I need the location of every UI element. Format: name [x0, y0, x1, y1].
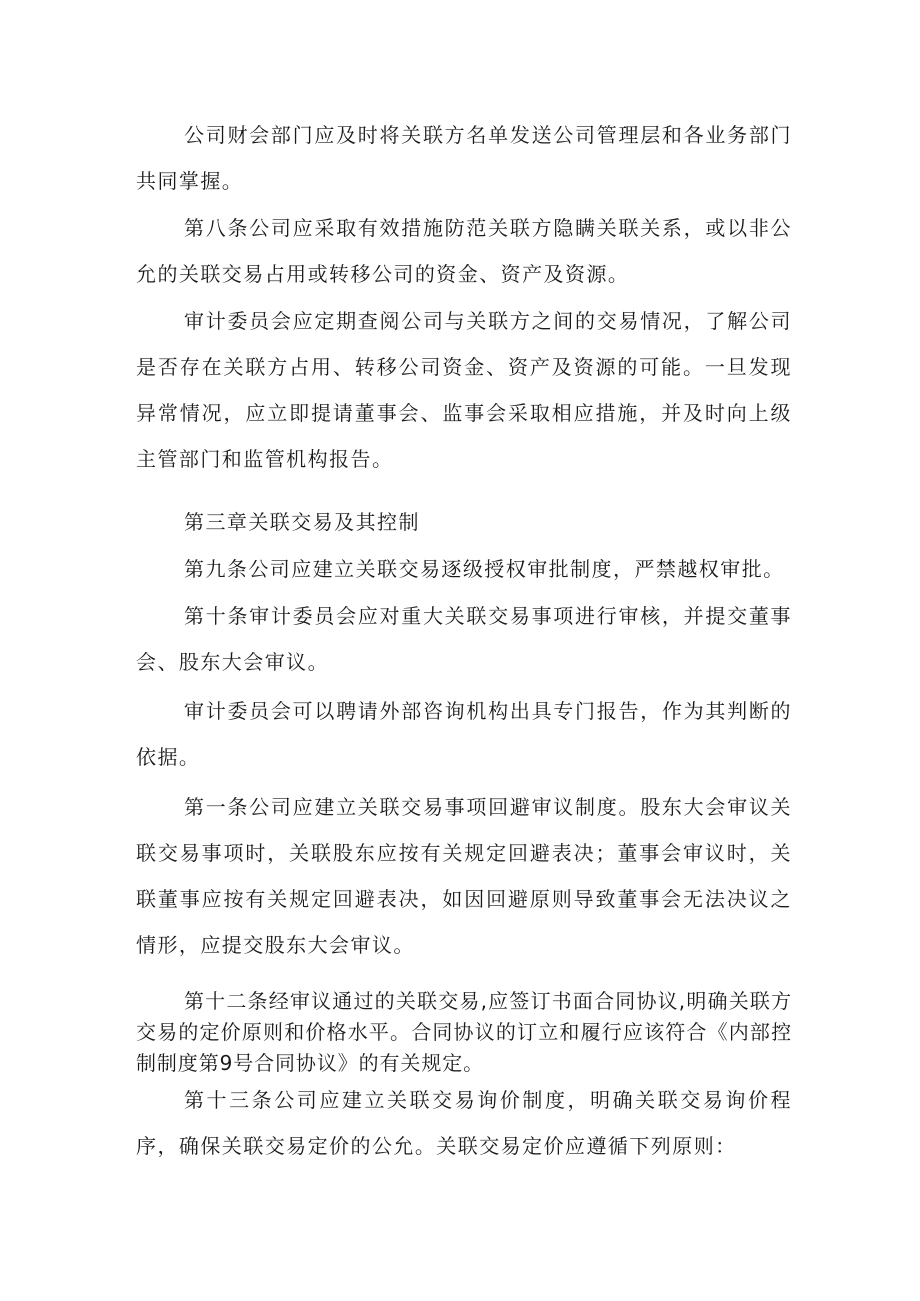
- paragraph-article-13: 第十三条公司应建立关联交易询价制度，明确关联交易询价程序，确保关联交易定价的公允。关联交易定价应遵循下列原则：: [136, 1088, 792, 1158]
- paragraph-external-consultant: 审计委员会可以聘请外部咨询机构出具专门报告，作为其判断的依据。: [136, 699, 792, 769]
- paragraph-article-9: 第九条公司应建立关联交易逐级授权审批制度，严禁越权审批。: [184, 557, 785, 581]
- chapter-heading-3: 第三章关联交易及其控制: [184, 510, 420, 534]
- paragraph-audit-committee-review: 审计委员会应定期查阅公司与关联方之间的交易情况，了解公司是否存在关联方占用、转移公司资金、资产及资源的可能。一旦发现异常情况，应立即提请董事会、监事会采取相应措施，并及时向上级主管部门和监管机构报告。: [136, 309, 792, 471]
- paragraph-related-party-list: 公司财会部门应及时将关联方名单发送公司管理层和各业务部门共同掌握。: [136, 123, 792, 193]
- paragraph-article-8: 第八条公司应采取有效措施防范关联方隐瞒关联关系，或以非公允的关联交易占用或转移公司的资金、资产及资源。: [136, 216, 792, 286]
- paragraph-article-11: 第一条公司应建立关联交易事项回避审议制度。股东大会审议关联交易事项时，关联股东应按有关规定回避表决；董事会审议时，关联董事应按有关规定回避表决，如因回避原则导致董事会无法决议之情形，应提交股东大会审议。: [136, 795, 792, 957]
- paragraph-article-10: 第十条审计委员会应对重大关联交易事项进行审核，并提交董事会、股东大会审议。: [136, 604, 792, 674]
- paragraph-article-12: 第十二条经审议通过的关联交易,应签订书面合同协议,明确关联方交易的定价原则和价格水平。合同协议的订立和履行应该符合《内部控制制度第9号合同协议》的有关规定。: [136, 989, 792, 1075]
